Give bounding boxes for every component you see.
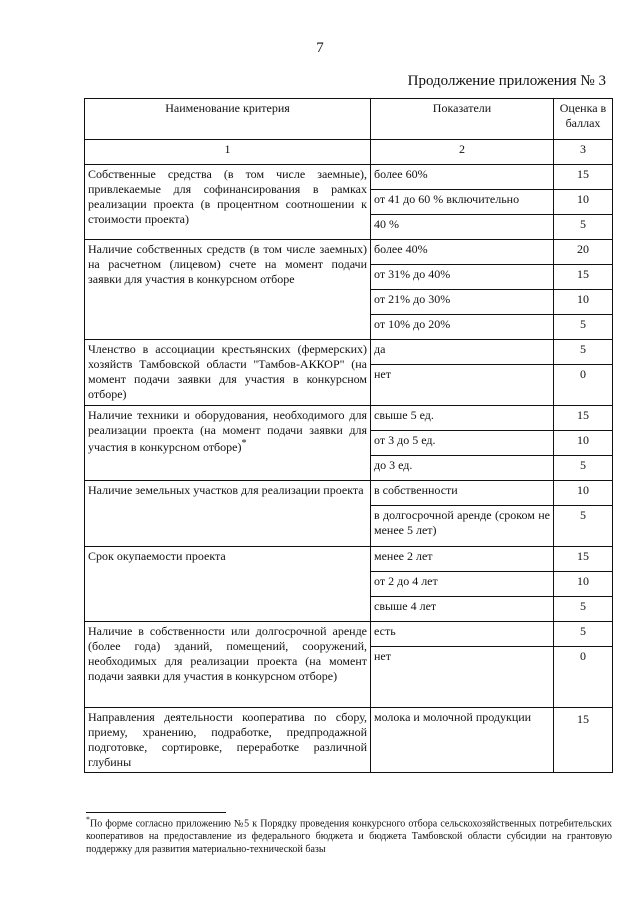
criterion-name: Членство в ассоциации крестьянских (фермерских) хозяйств Тамбовской области "Тамбов-АККОР" (на момент подачи заявки для участия в конкурсном отборе)	[85, 340, 371, 406]
score: 5	[554, 215, 613, 240]
score: 5	[554, 506, 613, 547]
indicator: нет	[371, 647, 554, 708]
score: 5	[554, 597, 613, 622]
header-criterion-name: Наименование критерия	[85, 99, 371, 140]
indicator: 40 %	[371, 215, 554, 240]
score: 10	[554, 290, 613, 315]
appendix-note: Продолжение приложения № 3	[407, 73, 606, 89]
criterion-name-text: Наличие техники и оборудования, необходимого для реализации проекта (на момент подачи заявки для участия в конкурсном отборе)	[88, 408, 367, 454]
column-number-2: 2	[371, 140, 554, 165]
indicator: в собственности	[371, 481, 554, 506]
indicator: более 60%	[371, 165, 554, 190]
criterion-name: Направления деятельности кооператива по сбору, приему, хранению, подработке, предпродажной подготовке, сортировке, переработке различной глубины	[85, 708, 371, 773]
score: 15	[554, 708, 613, 773]
page-number: 7	[316, 40, 324, 56]
indicator: молока и молочной продукции	[371, 708, 554, 773]
indicator: от 31% до 40%	[371, 265, 554, 290]
score: 15	[554, 547, 613, 572]
criteria-table	[84, 98, 613, 773]
indicator: менее 2 лет	[371, 547, 554, 572]
indicator: нет	[371, 365, 554, 406]
indicator: до 3 ед.	[371, 456, 554, 481]
score: 10	[554, 431, 613, 456]
criterion-name: Наличие собственных средств (в том числе заемных) на расчетном (лицевом) счете на момент подачи заявки для участия в конкурсном отборе	[85, 240, 371, 340]
indicator: да	[371, 340, 554, 365]
column-number-3: 3	[554, 140, 613, 165]
indicator: от 41 до 60 % включительно	[371, 190, 554, 215]
footnote	[86, 815, 612, 856]
score: 15	[554, 165, 613, 190]
score: 10	[554, 572, 613, 597]
column-number-1: 1	[85, 140, 371, 165]
indicator: свыше 5 ед.	[371, 406, 554, 431]
header-score: Оценка в баллах	[554, 99, 613, 140]
indicator: от 2 до 4 лет	[371, 572, 554, 597]
footnote-marker: *	[241, 438, 247, 449]
score: 20	[554, 240, 613, 265]
criterion-name: Собственные средства (в том числе заемные), привлекаемые для софинансирования в рамках реализации проекта (в процентном соотношении к стоимости проекта)	[85, 165, 371, 240]
score: 5	[554, 315, 613, 340]
score: 10	[554, 190, 613, 215]
criterion-name: Наличие земельных участков для реализации проекта	[85, 481, 371, 547]
score: 0	[554, 647, 613, 708]
score: 5	[554, 340, 613, 365]
score: 0	[554, 365, 613, 406]
score: 10	[554, 481, 613, 506]
indicator: свыше 4 лет	[371, 597, 554, 622]
criterion-name	[85, 406, 371, 481]
indicator: в долгосрочной аренде (сроком не менее 5 лет)	[371, 506, 554, 547]
indicator: от 10% до 20%	[371, 315, 554, 340]
score: 5	[554, 622, 613, 647]
score: 5	[554, 456, 613, 481]
score: 15	[554, 406, 613, 431]
indicator: есть	[371, 622, 554, 647]
indicator: от 21% до 30%	[371, 290, 554, 315]
indicator: от 3 до 5 ед.	[371, 431, 554, 456]
indicator: более 40%	[371, 240, 554, 265]
criterion-name: Наличие в собственности или долгосрочной аренде (более года) зданий, помещений, сооружений, необходимых для реализации проекта (на момент подачи заявки для участия в конкурсном отборе)	[85, 622, 371, 708]
footnote-text: По форме согласно приложению №5 к Порядку проведения конкурсного отбора сельскохозяйственных потребительских кооперативов на предоставление из федерального бюджета и бюджета Тамбовской области субсидии на грантовую поддержку для развития материально-технической базы	[86, 818, 612, 856]
footnote-mark: *	[86, 815, 90, 824]
criterion-name: Срок окупаемости проекта	[85, 547, 371, 622]
score: 15	[554, 265, 613, 290]
header-indicators: Показатели	[371, 99, 554, 140]
footnote-divider	[86, 812, 226, 813]
